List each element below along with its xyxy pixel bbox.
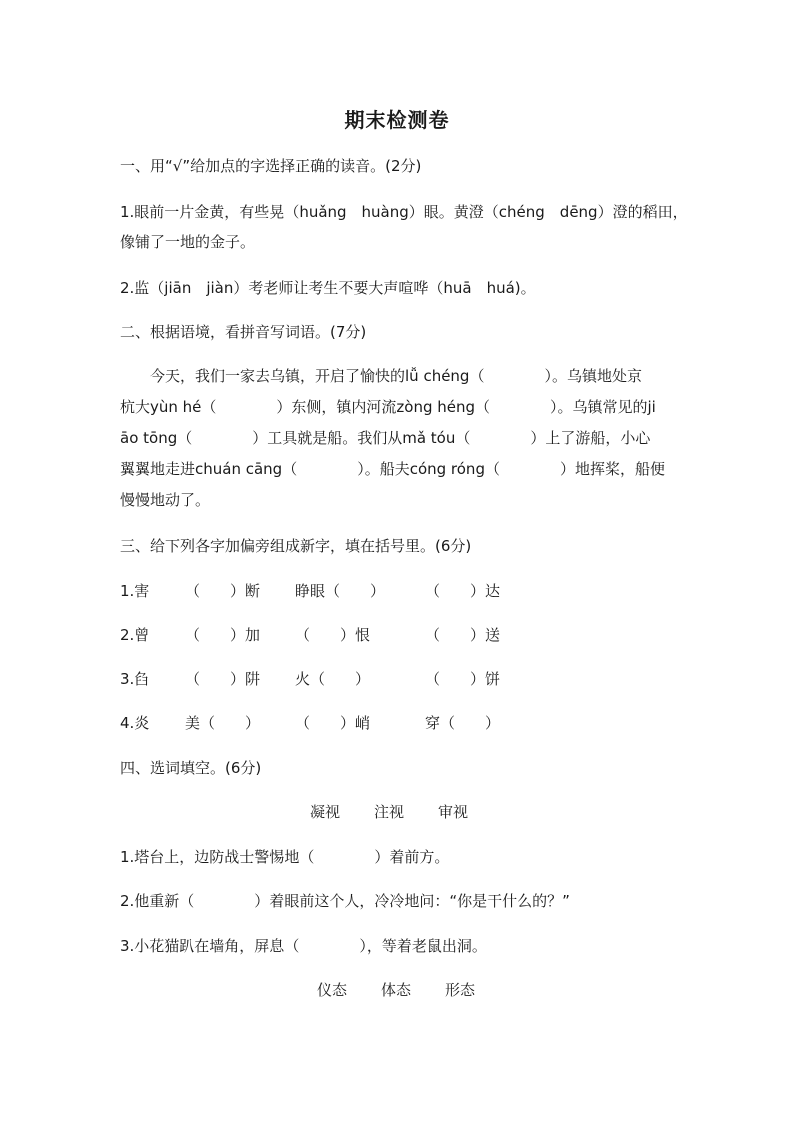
passage-line: 慢慢地动了。 bbox=[120, 491, 211, 509]
radical-blank: （ ）阱 bbox=[185, 670, 261, 688]
word-choice: 体态 bbox=[381, 981, 412, 999]
section-2-passage bbox=[120, 361, 680, 516]
radical-blank: 穿（ ） bbox=[425, 714, 501, 732]
section-1-heading: 一、用“√”给加点的字选择正确的读音。(2分) bbox=[120, 157, 422, 175]
word-choice: 形态 bbox=[445, 981, 476, 999]
question-4-3: 3.小花猫趴在墙角，屏息（ ），等着老鼠出洞。 bbox=[120, 937, 487, 955]
radical-base: 1.害 bbox=[120, 582, 150, 600]
passage-line: 杭大yùn hé（ ）东侧，镇内河流zòng héng（ ）。乌镇常见的ji bbox=[120, 398, 656, 416]
passage-line: 今天，我们一家去乌镇，开启了愉快的lǚ chéng（ ）。乌镇地处京 bbox=[150, 367, 642, 385]
section-2-heading: 二、根据语境，看拼音写词语。(7分) bbox=[120, 323, 367, 341]
question-1-2: 2.监（jiān jiàn）考老师让考生不要大声喧哗（huā huá)。 bbox=[120, 279, 536, 297]
passage-line: 翼翼地走进chuán cāng（ ）。船夫cóng róng（ ）地挥桨，船便 bbox=[120, 460, 665, 478]
word-choice: 审视 bbox=[438, 803, 469, 821]
radical-base: 3.臽 bbox=[120, 670, 150, 688]
word-choice: 注视 bbox=[374, 803, 405, 821]
question-1-1-line-2: 像铺了一地的金子。 bbox=[120, 233, 256, 251]
radical-blank: 睁眼（ ） bbox=[295, 582, 386, 600]
radical-blank: （ ）达 bbox=[425, 582, 501, 600]
radical-blank: （ ）恨 bbox=[295, 626, 371, 644]
radical-blank: 火（ ） bbox=[295, 670, 371, 688]
word-choice: 仪态 bbox=[317, 981, 348, 999]
passage-line: āo tōng（ ）工具就是船。我们从mǎ tóu（ ）上了游船，小心 bbox=[120, 429, 651, 447]
section-4-heading: 四、选词填空。(6分) bbox=[120, 759, 262, 777]
radical-blank: （ ）送 bbox=[425, 626, 501, 644]
radical-blank: （ ）饼 bbox=[425, 670, 501, 688]
radical-base: 2.曾 bbox=[120, 626, 150, 644]
radical-base: 4.炎 bbox=[120, 714, 150, 732]
word-choice: 凝视 bbox=[310, 803, 341, 821]
question-4-1: 1.塔台上，边防战士警惕地（ ）着前方。 bbox=[120, 848, 450, 866]
question-4-2: 2.他重新（ ）着眼前这个人，冷冷地问：“你是干什么的？” bbox=[120, 892, 570, 910]
section-3-heading: 三、给下列各字加偏旁组成新字，填在括号里。(6分) bbox=[120, 537, 472, 555]
radical-blank: （ ）峭 bbox=[295, 714, 371, 732]
radical-blank: （ ）加 bbox=[185, 626, 261, 644]
question-1-1-line-1: 1.眼前一片金黄，有些晃（huǎng huàng）眼。黄澄（chéng dēng）澄的稻田， bbox=[120, 203, 688, 221]
radical-blank: 美（ ） bbox=[185, 714, 261, 732]
page-title: 期末检测卷 bbox=[344, 108, 450, 132]
radical-blank: （ ）断 bbox=[185, 582, 261, 600]
